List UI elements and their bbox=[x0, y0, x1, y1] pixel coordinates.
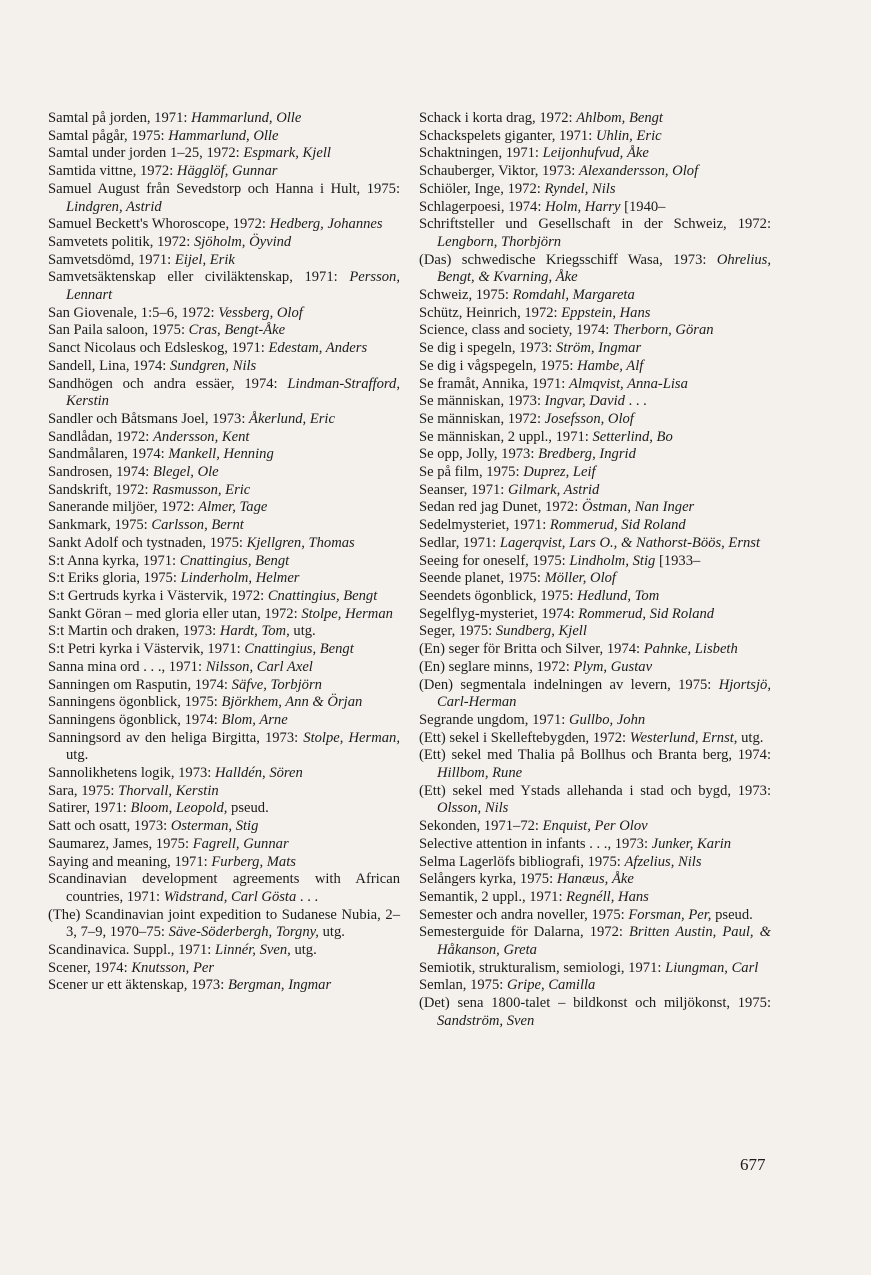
entry-title: Selångers kyrka, 1975: bbox=[419, 871, 557, 888]
entry-author: Ohrelius, Bengt, & Kvarning, Åke bbox=[437, 251, 771, 286]
entry-author: Ingvar, David bbox=[544, 393, 625, 410]
index-entry bbox=[419, 677, 771, 712]
entry-title: Satirer, 1971: bbox=[48, 800, 131, 817]
entry-title: (Ett) sekel i Skelleftebygden, 1972: bbox=[419, 729, 630, 746]
index-entry bbox=[48, 163, 400, 181]
entry-title: Sandhögen och andra essäer, 1974: bbox=[48, 375, 288, 392]
entry-title: (En) seglare minns, 1972: bbox=[419, 658, 574, 675]
entry-suffix: pseud. bbox=[711, 906, 753, 923]
entry-title: Semiotik, strukturalism, semiologi, 1971: bbox=[419, 959, 666, 976]
index-entry bbox=[419, 110, 771, 128]
index-entry bbox=[419, 977, 771, 995]
index-entry bbox=[419, 623, 771, 641]
entry-title: Samtal pågår, 1975: bbox=[48, 127, 169, 144]
entry-author: Cnattingius, Bengt bbox=[179, 552, 290, 569]
entry-title: Sekonden, 1971–72: bbox=[419, 818, 543, 835]
entry-title: Se dig i spegeln, 1973: bbox=[419, 340, 557, 357]
entry-title: Semester och andra noveller, 1975: bbox=[419, 906, 629, 923]
entry-author: Duprez, Leif bbox=[523, 464, 596, 481]
index-entry bbox=[48, 712, 400, 730]
entry-author: Säfve, Torbjörn bbox=[231, 676, 322, 693]
entry-author: Afzelius, Nils bbox=[624, 853, 702, 870]
index-entry bbox=[48, 854, 400, 872]
index-entry bbox=[48, 482, 400, 500]
index-entry bbox=[48, 606, 400, 624]
index-entry bbox=[419, 889, 771, 907]
entry-author: Junker, Karin bbox=[651, 835, 732, 852]
entry-title: Scandinavica. Suppl., 1971: bbox=[48, 942, 215, 959]
index-entry bbox=[48, 464, 400, 482]
entry-suffix: utg. bbox=[290, 942, 317, 959]
entry-title: San Giovenale, 1:5–6, 1972: bbox=[48, 304, 219, 321]
entry-author: Hammarlund, Olle bbox=[191, 110, 302, 126]
entry-title: S:t Petri kyrka i Västervik, 1971: bbox=[48, 641, 245, 658]
index-entry bbox=[48, 269, 400, 304]
entry-author: Carlsson, Bernt bbox=[151, 517, 244, 534]
entry-suffix: . . . bbox=[624, 393, 647, 410]
entry-title: Sanningsord av den heliga Birgitta, 1973: bbox=[48, 729, 304, 746]
entry-author: Alexandersson, Olof bbox=[578, 163, 699, 180]
entry-title: Sankt Göran – med gloria eller utan, 1972: bbox=[48, 605, 302, 622]
entry-title: Segelflyg-mysteriet, 1974: bbox=[419, 605, 579, 622]
entry-title: Sedelmysteriet, 1971: bbox=[419, 517, 550, 534]
entry-title: (En) seger för Britta och Silver, 1974: bbox=[419, 641, 644, 658]
entry-author: Hägglöf, Gunnar bbox=[176, 163, 278, 180]
entry-author: Josefsson, Olof bbox=[544, 410, 634, 427]
entry-author: Linnér, Sven, bbox=[215, 942, 291, 959]
entry-author: Eppstein, Hans bbox=[561, 304, 651, 321]
index-entry bbox=[48, 588, 400, 606]
index-entry bbox=[419, 322, 771, 340]
index-entry bbox=[48, 376, 400, 411]
index-entry bbox=[419, 924, 771, 959]
entry-author: Hedlund, Tom bbox=[577, 587, 660, 604]
entry-author: Andersson, Kent bbox=[152, 428, 250, 445]
index-entry bbox=[48, 907, 400, 942]
entry-author: Pahnke, Lisbeth bbox=[643, 641, 738, 658]
entry-author: Hardt, Tom, bbox=[219, 623, 290, 640]
index-entry bbox=[419, 376, 771, 394]
entry-author: Hillbom, Rune bbox=[437, 765, 523, 782]
entry-author: Liungman, Carl bbox=[665, 959, 759, 976]
entry-title: Sanningen om Rasputin, 1974: bbox=[48, 676, 232, 693]
entry-author: Stolpe, Herman, bbox=[303, 729, 400, 746]
entry-title: Schlagerpoesi, 1974: bbox=[419, 198, 546, 215]
entry-author: Sundberg, Kjell bbox=[495, 623, 587, 640]
entry-title: Se människan, 2 uppl., 1971: bbox=[419, 428, 593, 445]
entry-title: Schweiz, 1975: bbox=[419, 287, 513, 304]
index-entry bbox=[48, 570, 400, 588]
index-entry bbox=[48, 252, 400, 270]
entry-title: Schiöler, Inge, 1972: bbox=[419, 180, 545, 197]
index-entry bbox=[48, 694, 400, 712]
index-entry bbox=[48, 446, 400, 464]
entry-title: Sanerande miljöer, 1972: bbox=[48, 499, 199, 516]
entry-title: San Paila saloon, 1975: bbox=[48, 322, 189, 339]
entry-author: Widstrand, Carl Gösta bbox=[163, 888, 297, 905]
index-entry bbox=[419, 818, 771, 836]
entry-title: Sandell, Lina, 1974: bbox=[48, 357, 171, 374]
entry-title: Se människan, 1973: bbox=[419, 393, 545, 410]
entry-author: Vessberg, Olof bbox=[218, 304, 303, 321]
index-entry bbox=[48, 871, 400, 906]
entry-title: Scener, 1974: bbox=[48, 959, 132, 976]
entry-title: Saying and meaning, 1971: bbox=[48, 853, 212, 870]
index-entry bbox=[48, 765, 400, 783]
entry-author: Lengborn, Thorbjörn bbox=[437, 233, 562, 250]
entry-title: Seeing for oneself, 1975: bbox=[419, 552, 570, 569]
entry-title: Semantik, 2 uppl., 1971: bbox=[419, 888, 567, 905]
entry-author: Bergman, Ingmar bbox=[227, 977, 332, 994]
entry-title: Samuel Beckett's Whoroscope, 1972: bbox=[48, 216, 270, 233]
index-entry bbox=[419, 960, 771, 978]
entry-title: Semlan, 1975: bbox=[419, 977, 507, 994]
entry-title: Saumarez, James, 1975: bbox=[48, 835, 193, 852]
entry-title: Sara, 1975: bbox=[48, 782, 119, 799]
entry-author: Edestam, Anders bbox=[268, 340, 368, 357]
entry-author: Lagerqvist, Lars O., & Nathorst-Böös, Ernst bbox=[499, 534, 761, 551]
index-entry bbox=[48, 641, 400, 659]
entry-author: Olsson, Nils bbox=[437, 800, 509, 817]
entry-author: Westerlund, Ernst, bbox=[629, 729, 738, 746]
entry-title: Satt och osatt, 1973: bbox=[48, 818, 171, 835]
index-entry bbox=[419, 287, 771, 305]
entry-author: Halldén, Sören bbox=[215, 765, 303, 782]
entry-author: Lindholm, Stig bbox=[569, 552, 656, 569]
entry-title: S:t Anna kyrka, 1971: bbox=[48, 552, 180, 569]
entry-author: Gilmark, Astrid bbox=[508, 481, 600, 498]
index-entry bbox=[48, 340, 400, 358]
entry-author: Rommerud, Sid Roland bbox=[578, 605, 715, 622]
entry-title: Samvetsdömd, 1971: bbox=[48, 251, 175, 268]
index-entry bbox=[419, 854, 771, 872]
left-column bbox=[48, 110, 400, 995]
entry-title: Samuel August från Sevedstorp och Hanna i Hult, 1975: bbox=[48, 180, 400, 197]
entry-title: Seendets ögonblick, 1975: bbox=[419, 587, 578, 604]
entry-suffix: utg. bbox=[66, 747, 89, 764]
entry-author: Furberg, Mats bbox=[211, 853, 296, 870]
index-entry bbox=[419, 305, 771, 323]
index-entry bbox=[419, 163, 771, 181]
entry-title: S:t Martin och draken, 1973: bbox=[48, 623, 220, 640]
entry-title: Se människan, 1972: bbox=[419, 410, 545, 427]
entry-author: Sjöholm, Öyvind bbox=[193, 233, 292, 250]
index-entry bbox=[419, 128, 771, 146]
entry-suffix: utg. bbox=[318, 924, 345, 941]
entry-author: Hanæus, Åke bbox=[556, 871, 634, 888]
index-entry bbox=[48, 783, 400, 801]
index-entry bbox=[419, 871, 771, 889]
entry-title: Scener ur ett äktenskap, 1973: bbox=[48, 977, 228, 994]
entry-title: Selma Lagerlöfs bibliografi, 1975: bbox=[419, 853, 625, 870]
entry-title: Samtal på jorden, 1971: bbox=[48, 110, 192, 126]
entry-title: Selective attention in infants . . ., 1973: bbox=[419, 835, 652, 852]
index-entry bbox=[419, 641, 771, 659]
entry-title: Sanna mina ord . . ., 1971: bbox=[48, 658, 206, 675]
entry-author: Sundgren, Nils bbox=[170, 357, 257, 374]
entry-title: S:t Eriks gloria, 1975: bbox=[48, 570, 181, 587]
entry-title: Sanningens ögonblick, 1975: bbox=[48, 694, 222, 711]
entry-author: Cnattingius, Bengt bbox=[244, 641, 354, 658]
entry-author: Uhlin, Eric bbox=[595, 127, 662, 144]
entry-author: Setterlind, Bo bbox=[592, 428, 673, 445]
entry-suffix: [1933– bbox=[655, 552, 701, 569]
entry-title: Samtida vittne, 1972: bbox=[48, 163, 177, 180]
entry-author: Plym, Gustav bbox=[573, 658, 653, 675]
entry-author: Forsman, Per, bbox=[628, 906, 712, 923]
entry-author: Almer, Tage bbox=[198, 499, 268, 516]
index-entry bbox=[419, 588, 771, 606]
index-entry bbox=[419, 181, 771, 199]
index-entry bbox=[48, 234, 400, 252]
index-entry bbox=[419, 216, 771, 251]
entry-author: Rommerud, Sid Roland bbox=[549, 517, 686, 534]
entry-title: Se på film, 1975: bbox=[419, 464, 524, 481]
entry-title: Schack i korta drag, 1972: bbox=[419, 110, 577, 126]
entry-author: Therborn, Göran bbox=[613, 322, 714, 339]
index-entry bbox=[48, 800, 400, 818]
entry-title: Sandler och Båtsmans Joel, 1973: bbox=[48, 410, 250, 427]
entry-suffix: utg. bbox=[737, 729, 764, 746]
index-entry bbox=[419, 730, 771, 748]
index-entry bbox=[48, 429, 400, 447]
index-entry bbox=[419, 606, 771, 624]
page-number: 677 bbox=[740, 1155, 766, 1174]
entry-suffix: [1940– bbox=[620, 198, 666, 215]
entry-author: Hambe, Alf bbox=[577, 357, 644, 374]
entry-title: Samtal under jorden 1–25, 1972: bbox=[48, 145, 244, 162]
entry-author: Lindman-Strafford, Kerstin bbox=[66, 375, 400, 410]
entry-title: Segrande ungdom, 1971: bbox=[419, 711, 569, 728]
entry-author: Bloom, Leopold, bbox=[130, 800, 228, 817]
index-entry bbox=[419, 393, 771, 411]
entry-title: Schütz, Heinrich, 1972: bbox=[419, 304, 562, 321]
entry-author: Kjellgren, Thomas bbox=[246, 534, 355, 551]
entry-author: Cras, Bengt-Åke bbox=[188, 322, 286, 339]
entry-title: Samvetets politik, 1972: bbox=[48, 233, 194, 250]
index-entry bbox=[419, 995, 771, 1030]
index-entry bbox=[48, 128, 400, 146]
index-entry bbox=[419, 252, 771, 287]
index-entry bbox=[419, 836, 771, 854]
index-entry bbox=[48, 322, 400, 340]
index-entry bbox=[48, 623, 400, 641]
entry-title: Scandinavian development agreements with African countries, 1971: bbox=[48, 871, 400, 905]
index-entry bbox=[48, 977, 400, 995]
entry-title: Schriftsteller und Gesellschaft in der Schweiz, 1972: bbox=[419, 216, 771, 233]
entry-author: Persson, Lennart bbox=[66, 269, 400, 304]
entry-title: Schackspelets giganter, 1971: bbox=[419, 127, 596, 144]
entry-author: Romdahl, Margareta bbox=[512, 287, 635, 304]
index-entry bbox=[419, 747, 771, 782]
entry-title: Samvetsäktenskap eller civiläktenskap, 1971: bbox=[48, 269, 350, 286]
entry-author: Ström, Ingmar bbox=[556, 340, 642, 357]
entry-title: Seanser, 1971: bbox=[419, 481, 508, 498]
index-entry bbox=[48, 960, 400, 978]
entry-author: Enquist, Per Olov bbox=[542, 818, 648, 835]
entry-author: Blegel, Ole bbox=[153, 464, 219, 481]
entry-title: Se opp, Jolly, 1973: bbox=[419, 446, 539, 463]
entry-author: Osterman, Stig bbox=[170, 818, 259, 835]
index-entry bbox=[48, 517, 400, 535]
entry-title: Se framåt, Annika, 1971: bbox=[419, 375, 569, 392]
index-entry bbox=[419, 659, 771, 677]
index-entry bbox=[419, 553, 771, 571]
entry-title: Sedan red jag Dunet, 1972: bbox=[419, 499, 582, 516]
entry-title: (The) Scandinavian joint expedition to Sudanese Nubia, 2–3, 7–9, 1970–75: bbox=[48, 906, 400, 941]
entry-author: Åkerlund, Eric bbox=[249, 410, 335, 427]
entry-author: Säve-Söderbergh, Torgny, bbox=[168, 924, 319, 941]
index-entry bbox=[419, 429, 771, 447]
entry-title: Sankmark, 1975: bbox=[48, 517, 152, 534]
index-entry bbox=[419, 712, 771, 730]
index-entry bbox=[48, 305, 400, 323]
entry-author: Almqvist, Anna-Lisa bbox=[568, 375, 688, 392]
entry-title: Se dig i vågspegeln, 1975: bbox=[419, 357, 578, 374]
index-entry bbox=[48, 730, 400, 765]
entry-title: (Das) schwedische Kriegsschiff Wasa, 1973: bbox=[419, 251, 717, 268]
entry-author: Holm, Harry bbox=[545, 198, 621, 215]
index-entry bbox=[48, 145, 400, 163]
entry-title: (Ett) sekel med Thalia på Bollhus och Branta berg, 1974: bbox=[419, 747, 771, 764]
index-entry bbox=[48, 535, 400, 553]
entry-title: Science, class and society, 1974: bbox=[419, 322, 613, 339]
index-entry bbox=[48, 216, 400, 234]
index-entry bbox=[419, 446, 771, 464]
entry-title: Sedlar, 1971: bbox=[419, 534, 500, 551]
entry-author: Regnéll, Hans bbox=[566, 888, 649, 905]
entry-author: Mankell, Henning bbox=[168, 446, 274, 463]
entry-title: Seger, 1975: bbox=[419, 623, 496, 640]
index-entry bbox=[48, 677, 400, 695]
index-entry bbox=[48, 110, 400, 128]
entry-title: (Det) sena 1800-talet – bildkonst och miljökonst, 1975: bbox=[419, 995, 771, 1012]
entry-author: Björkhem, Ann & Örjan bbox=[221, 694, 363, 711]
entry-author: Blom, Arne bbox=[221, 711, 288, 728]
entry-author: Rasmusson, Eric bbox=[152, 481, 251, 498]
entry-author: Östman, Nan Inger bbox=[581, 499, 695, 516]
entry-author: Ahlbom, Bengt bbox=[576, 110, 663, 126]
entry-author: Hedberg, Johannes bbox=[269, 216, 383, 233]
index-entry bbox=[48, 499, 400, 517]
right-column bbox=[419, 110, 771, 1031]
index-entry bbox=[48, 942, 400, 960]
entry-author: Lindgren, Astrid bbox=[66, 198, 162, 215]
entry-title: Semesterguide för Dalarna, 1972: bbox=[419, 924, 630, 941]
entry-author: Eijel, Erik bbox=[174, 251, 235, 268]
entry-title: Schauberger, Viktor, 1973: bbox=[419, 163, 579, 180]
entry-author: Leijonhufvud, Åke bbox=[542, 145, 649, 162]
entry-title: Sankt Adolf och tystnaden, 1975: bbox=[48, 534, 247, 551]
index-entry bbox=[48, 553, 400, 571]
index-entry bbox=[48, 659, 400, 677]
index-entry bbox=[419, 570, 771, 588]
entry-author: Knutsson, Per bbox=[131, 959, 215, 976]
entry-author: Möller, Olof bbox=[544, 570, 616, 587]
index-entry bbox=[419, 145, 771, 163]
entry-title: Sannolikhetens logik, 1973: bbox=[48, 765, 216, 782]
entry-title: Sandmålaren, 1974: bbox=[48, 446, 169, 463]
index-entry bbox=[419, 907, 771, 925]
entry-author: Gripe, Camilla bbox=[506, 977, 596, 994]
entry-title: (Ett) sekel med Ystads allehanda i stad och bygd, 1973: bbox=[419, 782, 771, 799]
index-entry bbox=[419, 482, 771, 500]
entry-author: Fagrell, Gunnar bbox=[192, 835, 289, 852]
entry-suffix: pseud. bbox=[227, 800, 269, 817]
entry-author: Hammarlund, Olle bbox=[168, 127, 279, 144]
entry-author: Nilsson, Carl Axel bbox=[205, 658, 313, 675]
index-entry bbox=[48, 818, 400, 836]
entry-author: Espmark, Kjell bbox=[243, 145, 331, 162]
index-entry bbox=[419, 199, 771, 217]
entry-title: Sanct Nicolaus och Edsleskog, 1971: bbox=[48, 340, 269, 357]
entry-title: Seende planet, 1975: bbox=[419, 570, 545, 587]
entry-author: Bredberg, Ingrid bbox=[538, 446, 636, 463]
entry-title: Sandskrift, 1972: bbox=[48, 481, 153, 498]
entry-suffix: utg. bbox=[289, 623, 316, 640]
entry-author: Gullbo, John bbox=[568, 711, 646, 728]
entry-author: Sandström, Sven bbox=[437, 1012, 535, 1029]
entry-author: Hjortsjö, Carl-Herman bbox=[437, 676, 771, 711]
index-entry bbox=[419, 517, 771, 535]
entry-title: Sandrosen, 1974: bbox=[48, 464, 153, 481]
entry-title: (Den) segmentala indelningen av levern, 1975: bbox=[419, 676, 719, 693]
entry-title: Sandlådan, 1972: bbox=[48, 428, 153, 445]
index-entry bbox=[48, 836, 400, 854]
index-entry bbox=[419, 783, 771, 818]
entry-author: Thorvall, Kerstin bbox=[118, 782, 219, 799]
index-entry bbox=[419, 340, 771, 358]
index-entry bbox=[419, 358, 771, 376]
entry-suffix: . . . bbox=[296, 888, 319, 905]
entry-title: Sanningens ögonblick, 1974: bbox=[48, 711, 222, 728]
index-entry bbox=[48, 411, 400, 429]
entry-author: Britten Austin, Paul, & Håkanson, Greta bbox=[437, 924, 771, 959]
entry-author: Stolpe, Herman bbox=[301, 605, 393, 622]
index-entry bbox=[48, 358, 400, 376]
entry-title: Schaktningen, 1971: bbox=[419, 145, 543, 162]
index-entry bbox=[419, 535, 771, 553]
index-entry bbox=[48, 181, 400, 216]
entry-author: Cnattingius, Bengt bbox=[267, 587, 378, 604]
index-entry bbox=[419, 464, 771, 482]
index-entry bbox=[419, 411, 771, 429]
entry-author: Linderholm, Helmer bbox=[180, 570, 300, 587]
entry-title: S:t Gertruds kyrka i Västervik, 1972: bbox=[48, 587, 268, 604]
entry-author: Ryndel, Nils bbox=[544, 180, 616, 197]
index-entry bbox=[419, 499, 771, 517]
